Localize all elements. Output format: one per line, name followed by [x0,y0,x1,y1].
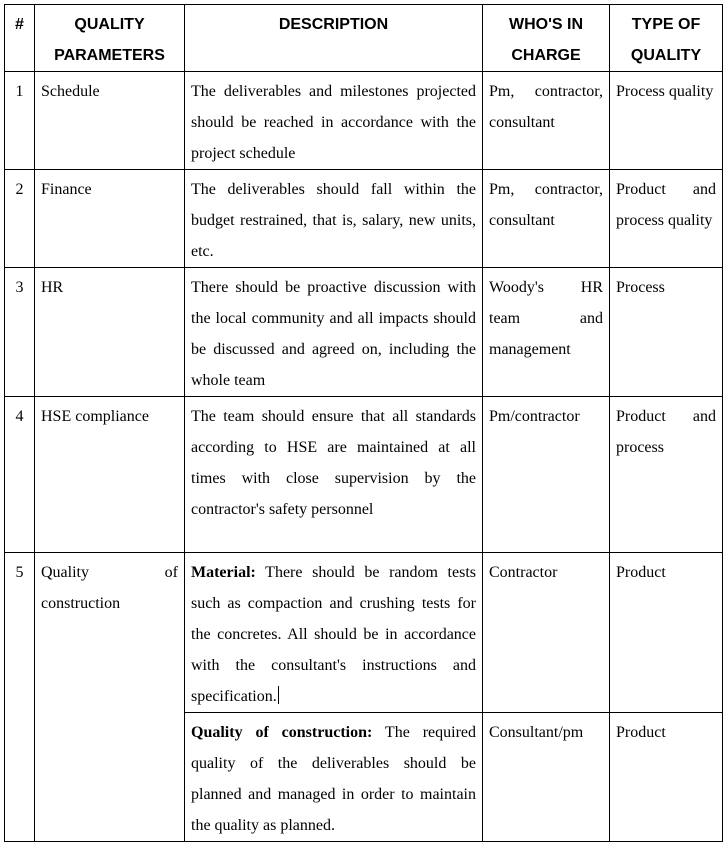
table-row-quality-of-construction [5,553,723,713]
row-number: 2 [5,170,35,268]
who-in-charge: Contractor [483,553,610,713]
row-number: 3 [5,268,35,397]
quality-parameter: Schedule [35,72,185,170]
who-in-charge: Consultant/pm [483,713,610,842]
description-cell-construction [185,713,483,842]
who-in-charge: Pm, contractor, consultant [483,72,610,170]
table-row-hr [5,268,723,397]
header-whos-in-charge [483,5,610,72]
header-type-line1: TYPE OF [631,16,701,33]
header-type-of-quality [610,5,723,72]
header-who-line2: CHARGE [511,47,581,64]
quality-parameter: HR [35,268,185,397]
description-lead: Material: [191,564,256,581]
header-parameters-line2: PARAMETERS [54,47,165,64]
who-in-charge: Woody's HR team and management [483,268,610,397]
row-number: 4 [5,397,35,553]
description-cell: The deliverables and milestones projected should be reached in accordance with the project schedule [185,72,483,170]
description-text: The required quality of the deliverables should be planned and managed in order to maintain the quality as planned. [191,724,476,834]
description-cell: There should be proactive discussion with the local community and all impacts should be discussed and agreed on, including the whole team [185,268,483,397]
type-of-quality: Process quality [610,72,723,170]
table-row-schedule [5,72,723,170]
table-row-hse-compliance [5,397,723,553]
row-number: 1 [5,72,35,170]
header-row [5,5,723,72]
document-page [4,4,723,842]
type-of-quality: Product [610,713,723,842]
type-of-quality: Product [610,553,723,713]
type-of-quality: Product and process quality [610,170,723,268]
description-cell-material [185,553,483,713]
row-number: 5 [5,553,35,842]
description-cell: The deliverables should fall within the budget restrained, that is, salary, new units, etc. [185,170,483,268]
description-text: There should be random tests such as compaction and crushing tests for the concretes. All should be in accordance with the consultant's instructions and specification. [191,564,476,705]
header-description: DESCRIPTION [185,5,483,72]
who-in-charge: Pm, contractor, consultant [483,170,610,268]
description-cell: The team should ensure that all standards according to HSE are maintained at all times with close supervision by the contractor's safety personnel [185,397,483,553]
header-who-line1: WHO'S IN [508,16,584,33]
header-parameters-line1: QUALITY [74,16,145,33]
type-of-quality: Process [610,268,723,397]
quality-table [4,4,723,842]
text-cursor [278,686,279,704]
header-type-line2: QUALITY [630,47,702,64]
type-of-quality: Product and process [610,397,723,553]
who-in-charge: Pm/contractor [483,397,610,553]
quality-parameter: Quality of construction [35,553,185,842]
table-row-finance [5,170,723,268]
quality-parameter: HSE compliance [35,397,185,553]
quality-parameter: Finance [35,170,185,268]
description-lead: Quality of construction: [191,724,373,741]
header-quality-parameters [35,5,185,72]
header-num: # [5,5,35,72]
